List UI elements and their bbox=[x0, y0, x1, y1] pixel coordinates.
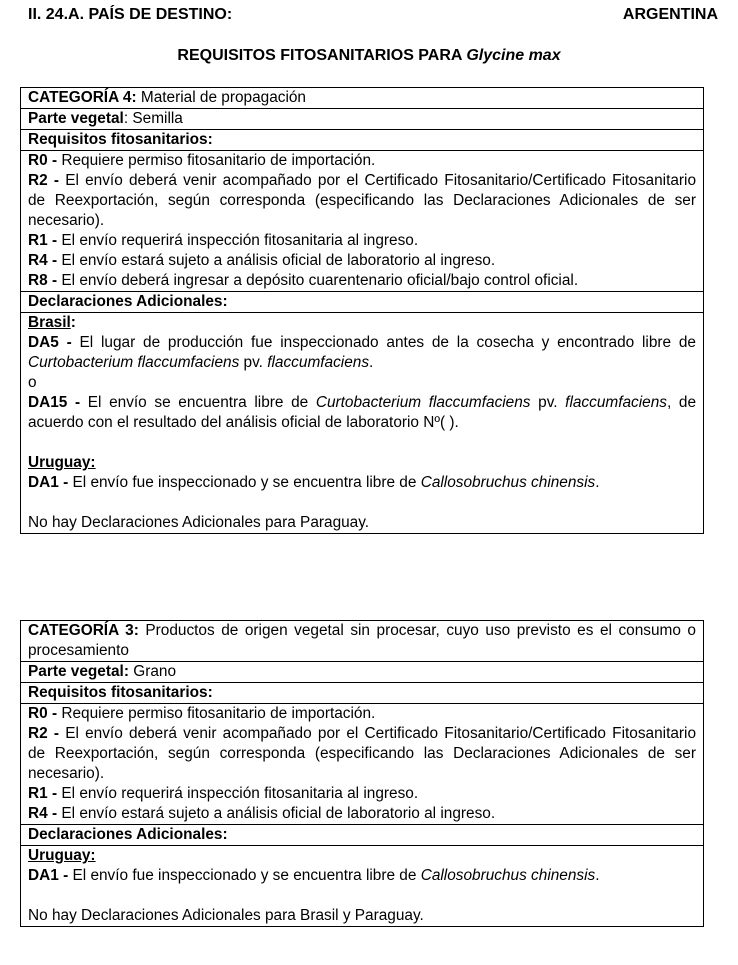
requirement-item bbox=[28, 804, 696, 824]
requirement-code: R1 - bbox=[28, 785, 58, 802]
declaration-da15: DA15 - El envío se encuentra libre de Curtobacterium flaccumfaciens pv. flaccumfaciens, de acuerdo con el resultado del análisis oficial de laboratorio Nº( ). bbox=[28, 394, 697, 431]
destination-label: II. 24.A. PAÍS DE DESTINO: bbox=[28, 6, 233, 23]
category-label: CATEGORÍA 4: bbox=[28, 89, 137, 106]
requirement-code: R1 - bbox=[28, 232, 58, 249]
requirement-text: El envío deberá venir acompañado por el Certificado Fitosanitario/Certificado Fitosanitario de Reexportación, según corresponda (especificando las Declaraciones Adicionales de ser necesario). bbox=[28, 725, 697, 782]
no-declarations-note: No hay Declaraciones Adicionales para Paraguay. bbox=[28, 514, 370, 531]
requirement-code: R2 - bbox=[28, 725, 60, 742]
requirements-row bbox=[21, 151, 704, 292]
requirement-text: Requiere permiso fitosanitario de importación. bbox=[57, 152, 376, 169]
requirement-item bbox=[28, 231, 696, 251]
declaration-da1: DA1 - El envío fue inspeccionado y se encuentra libre de Callosobruchus chinensis. bbox=[28, 474, 600, 491]
declaration-da1: DA1 - El envío fue inspeccionado y se encuentra libre de Callosobruchus chinensis. bbox=[28, 867, 600, 884]
additional-declarations-header-row bbox=[21, 292, 704, 313]
or-separator: o bbox=[28, 374, 37, 391]
plant-part-label: Parte vegetal bbox=[28, 110, 124, 127]
requirements-header-row bbox=[21, 130, 704, 151]
uruguay-heading: Uruguay: bbox=[28, 454, 96, 471]
requirement-code: R0 - bbox=[28, 705, 58, 722]
requirement-text: El envío estará sujeto a análisis oficial de laboratorio al ingreso. bbox=[57, 805, 496, 822]
requirement-text: Requiere permiso fitosanitario de importación. bbox=[57, 705, 376, 722]
category-label: CATEGORÍA 3: bbox=[28, 622, 139, 639]
requirements-label: Requisitos fitosanitarios: bbox=[28, 684, 213, 701]
requirement-text: El envío deberá ingresar a depósito cuarentenario oficial/bajo control oficial. bbox=[57, 272, 579, 289]
plant-part-row bbox=[21, 662, 704, 683]
requirement-code: R8 - bbox=[28, 272, 58, 289]
requirement-item bbox=[28, 784, 696, 804]
document-header bbox=[28, 5, 718, 25]
requirement-item bbox=[28, 724, 696, 784]
requirement-text: El envío estará sujeto a análisis oficial de laboratorio al ingreso. bbox=[57, 252, 496, 269]
plant-part-row bbox=[21, 109, 704, 130]
requirement-item bbox=[28, 151, 696, 171]
declaration-da5: DA5 - El lugar de producción fue inspeccionado antes de la cosecha y encontrado libre de Curtobacterium flaccumfaciens pv. flaccumfaciens. bbox=[28, 334, 696, 371]
title-prefix: REQUISITOS FITOSANITARIOS PARA bbox=[177, 47, 467, 64]
destination-country: ARGENTINA bbox=[622, 6, 718, 23]
requirements-row bbox=[21, 704, 704, 825]
uruguay-heading: Uruguay: bbox=[28, 847, 96, 864]
requirement-item bbox=[28, 251, 696, 271]
additional-declarations-row bbox=[21, 846, 704, 927]
page-title bbox=[0, 46, 738, 66]
plant-part-label: Parte vegetal: bbox=[28, 663, 129, 680]
requirement-code: R0 - bbox=[28, 152, 58, 169]
additional-declarations-label: Declaraciones Adicionales: bbox=[28, 293, 228, 310]
plant-part-text: Grano bbox=[128, 663, 177, 680]
requirement-item bbox=[28, 704, 696, 724]
no-declarations-note: No hay Declaraciones Adicionales para Brasil y Paraguay. bbox=[28, 907, 424, 924]
requirement-text: El envío requerirá inspección fitosanitaria al ingreso. bbox=[57, 232, 419, 249]
additional-declarations-row bbox=[21, 313, 704, 534]
requirement-code: R4 - bbox=[28, 805, 58, 822]
requirements-header-row bbox=[21, 683, 704, 704]
requirement-text: El envío requerirá inspección fitosanitaria al ingreso. bbox=[57, 785, 419, 802]
requirement-item bbox=[28, 271, 696, 291]
category-3-table bbox=[20, 620, 704, 927]
title-species: Glycine max bbox=[466, 47, 561, 64]
additional-declarations-label: Declaraciones Adicionales: bbox=[28, 826, 228, 843]
category-text: Material de propagación bbox=[136, 89, 306, 106]
requirements-label: Requisitos fitosanitarios: bbox=[28, 131, 213, 148]
requirement-text: El envío deberá venir acompañado por el Certificado Fitosanitario/Certificado Fitosanitario de Reexportación, según corresponda (especificando las Declaraciones Adicionales de ser necesario). bbox=[28, 172, 697, 229]
brasil-heading: Brasil: bbox=[28, 314, 76, 331]
requirement-item bbox=[28, 171, 696, 231]
requirement-code: R4 - bbox=[28, 252, 58, 269]
category-row bbox=[21, 621, 704, 662]
category-row bbox=[21, 88, 704, 109]
additional-declarations-header-row bbox=[21, 825, 704, 846]
category-4-table bbox=[20, 87, 704, 534]
category-text: Productos de origen vegetal sin procesar, cuyo uso previsto es el consumo o procesamiento bbox=[28, 622, 696, 659]
requirement-code: R2 - bbox=[28, 172, 60, 189]
plant-part-text: : Semilla bbox=[123, 110, 183, 127]
